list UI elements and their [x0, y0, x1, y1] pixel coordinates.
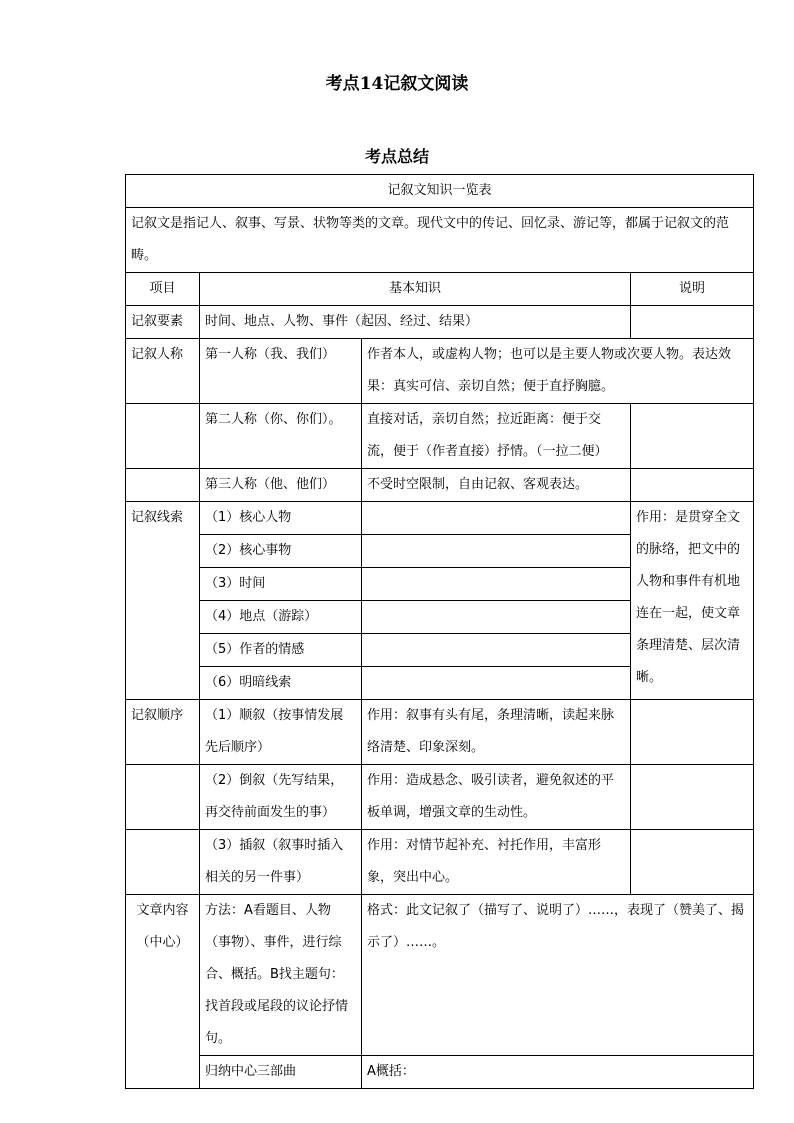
empty-cell [631, 469, 754, 502]
person-desc: 直接对话，亲切自然；拉近距离：便于交流，便于（作者直接）抒情。（一拉二便） [362, 404, 631, 469]
order-name: （1）顺叙（按事情发展先后顺序） [200, 700, 362, 765]
header-item: 项目 [126, 273, 200, 306]
table-caption: 记叙文知识一览表 [126, 175, 754, 208]
clue-item: （6）明暗线索 [200, 667, 362, 700]
clue-item: （1）核心人物 [200, 502, 362, 535]
knowledge-table [125, 174, 754, 1089]
page-title: 考点14记叙文阅读 [325, 74, 469, 94]
person-desc: 作者本人，或虚构人物；也可以是主要人物或次要人物。表达效果：真实可信、亲切自然；便于直抒胸臆。 [362, 339, 754, 404]
header-knowledge: 基本知识 [200, 273, 631, 306]
order-desc: 作用：叙事有头有尾，条理清晰，读起来脉络清楚、印象深刻。 [362, 700, 631, 765]
summary-label: 归纳中心三部曲 [200, 1056, 362, 1089]
section-title: 考点总结 [364, 147, 429, 166]
empty-cell [126, 404, 200, 469]
empty-cell [362, 634, 631, 667]
table-intro: 记叙文是指记人、叙事、写景、状物等类的文章。现代文中的传记、回忆录、游记等，都属于记叙文的范畴。 [126, 208, 754, 273]
clues-note: 作用：是贯穿全文的脉络，把文中的人物和事件有机地连在一起，使文章条理清楚、层次清晰。 [631, 502, 754, 700]
empty-cell [126, 469, 200, 502]
empty-cell [631, 404, 754, 469]
order-name: （3）插叙（叙事时插入相关的另一件事） [200, 830, 362, 895]
person-desc: 不受时空限制，自由记叙、客观表达。 [362, 469, 631, 502]
order-desc: 作用：对情节起补充、衬托作用，丰富形象，突出中心。 [362, 830, 631, 895]
row-label-person: 记叙人称 [126, 339, 200, 404]
row-label-clues: 记叙线索 [126, 502, 200, 700]
empty-cell [126, 830, 200, 895]
header-note: 说明 [631, 273, 754, 306]
content-format: 格式：此文记叙了（描写了、说明了）……，表现了（赞美了、揭示了）……。 [362, 895, 754, 1056]
empty-cell [631, 306, 754, 339]
empty-cell [362, 601, 631, 634]
summary-value: A概括： [362, 1056, 754, 1089]
empty-cell [126, 765, 200, 830]
empty-cell [362, 502, 631, 535]
order-name: （2）倒叙（先写结果，再交待前面发生的事） [200, 765, 362, 830]
empty-cell [631, 830, 754, 895]
empty-cell [631, 700, 754, 765]
person-name: 第二人称（你、你们）。 [200, 404, 362, 469]
person-name: 第三人称（他、他们） [200, 469, 362, 502]
empty-cell [362, 667, 631, 700]
order-desc: 作用：造成悬念、吸引读者，避免叙述的平板单调，增强文章的生动性。 [362, 765, 631, 830]
empty-cell [362, 535, 631, 568]
clue-item: （2）核心事物 [200, 535, 362, 568]
clue-item: （3）时间 [200, 568, 362, 601]
empty-cell [362, 568, 631, 601]
clue-item: （4）地点（游踪） [200, 601, 362, 634]
content-method: 方法：A看题目、人物（事物）、事件，进行综合、概括。B找主题句：找首段或尾段的议论抒情句。 [200, 895, 362, 1056]
row-label-elements: 记叙要素 [126, 306, 200, 339]
clue-item: （5）作者的情感 [200, 634, 362, 667]
elements-content: 时间、地点、人物、事件（起因、经过、结果） [200, 306, 631, 339]
row-label-content: 文章内容（中心） [126, 895, 200, 1089]
person-name: 第一人称（我、我们） [200, 339, 362, 404]
row-label-order: 记叙顺序 [126, 700, 200, 765]
empty-cell [631, 765, 754, 830]
